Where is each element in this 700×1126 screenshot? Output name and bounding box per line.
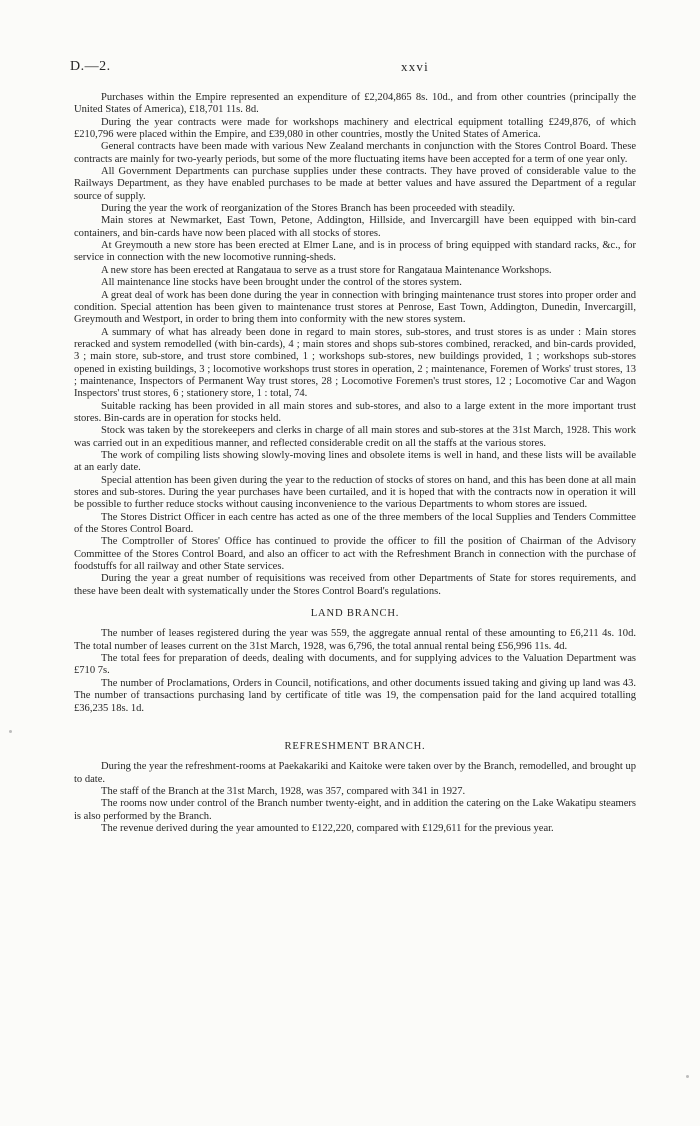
paragraph: General contracts have been made with various New Zealand merchants in conjunction with the Stores Control Board. These contracts are mainly for two-yearly periods, but some of the more fluctuating items have been accepted for a term of one year only. (74, 141, 636, 165)
paragraph: During the year contracts were made for workshops machinery and electrical equipment totalling £249,876, of which £210,796 were placed within the Empire, and £39,080 in other countries, mostly the United States of America. (74, 116, 636, 141)
paragraph: A summary of what has already been done in regard to main stores, sub-stores, and trust stores is as under : Main stores reracked and system remodelled (with bin-cards), 4 ; main stores and shops sub-stores combined, reracked, and bin-cards provided, 3 ; main store, sub-store, and trust store combined, 1 ; workshops sub-stores, new buildings provided, 1 ; workshops sub-stores opened in existing buildings, 3 ; locomotive workshops trust stores in operation, 2 ; maintenance, Foremen of Works' trust stores, 13 ; maintenance, Inspectors of Permanent Way trust stores, 28 ; Locomotive Foremen's trust stores, 12 ; Locomotive Car and Wagon Inspectors' trust stores, 6 ; stationery store, 1 : total, 74. (74, 326, 636, 400)
paragraph: Special attention has been given during the year to the reduction of stocks of stores on hand, and this has been done at all main stores and sub-stores. During the year purchases have been curtailed, and it is hoped that with the contracts now in operation it will be possible to further reduce stocks without causing inconvenience to the various Departments to whom stores are issued. (74, 474, 636, 511)
paragraph: The total fees for preparation of deeds, dealing with documents, and for supplying advices to the Valuation Department was £710 7s. (74, 653, 636, 677)
paragraph: The revenue derived during the year amounted to £122,220, compared with £129,611 for the previous year. (101, 822, 554, 834)
paragraph: The number of Proclamations, Orders in Council, notifications, and other documents issued taking and giving up land was 43. The number of transactions purchasing land by certificate of title was 19, the compensation paid for the land acquired totalling £36,235 18s. 1d. (74, 677, 636, 714)
paragraph: The Stores District Officer in each centre has acted as one of the three members of the local Supplies and Tenders Committee of the Stores Control Board. (74, 511, 636, 536)
paragraph: The number of leases registered during the year was 559, the aggregate annual rental of these amounting to £6,211 4s. 10d. The total number of leases current on the 31st March, 1928, was 6,796, the total annual rental being £56,996 11s. 4d. (74, 628, 636, 652)
paragraph: During the year a great number of requisitions was received from other Departments of State for stores requirements, and these have been dealt with systematically under the Stores Control Board's regulations. (74, 573, 636, 597)
paragraph: Purchases within the Empire represented an expenditure of £2,204,865 8s. 10d., and from other countries (principally the United States of America), £18,701 11s. 8d. (74, 92, 636, 116)
document-body (74, 92, 636, 835)
paragraph: During the year the refreshment-rooms at Paekakariki and Kaitoke were taken over by the Branch, remodelled, and brought up to date. (74, 761, 636, 785)
paragraph: The rooms now under control of the Branch number twenty-eight, and in addition the catering on the Lake Wakatipu steamers is also performed by the Branch. (74, 798, 636, 822)
paragraph: All Government Departments can purchase supplies under these contracts. They have proved of considerable value to the Railways Department, as they have enabled purchases to be made at better values and have assured the Department of a regular source of supply. (74, 166, 636, 202)
paragraph: The staff of the Branch at the 31st March, 1928, was 357, compared with 341 in 1927. (101, 785, 466, 797)
section-heading: LAND BRANCH. (310, 608, 400, 620)
paragraph: Main stores at Newmarket, East Town, Petone, Addington, Hillside, and Invercargill have been equipped with bin-card containers, and bin-cards have now been placed with all stocks of stores. (74, 215, 636, 239)
stores-section (74, 92, 636, 598)
paragraph: A great deal of work has been done during the year in connection with bringing maintenance trust stores into proper order and condition. Special attention has been given to maintenance trust stores at Penrose, East Town, Addington, Dunedin, Invercargill, Greymouth and Westport, in order to bring them into conformity with the new stores system. (74, 289, 636, 326)
land-branch-section (74, 608, 636, 715)
paragraph: A new store has been erected at Rangataua to serve as a trust store for Rangataua Maintenance Workshops. (101, 264, 552, 276)
paragraph: The Comptroller of Stores' Office has continued to provide the officer to fill the position of Chairman of the Advisory Committee of the Stores Control Board, and also an officer to act with the Refreshment Branch in connection with the purchase of foodstuffs for all railway and other State services. (74, 536, 636, 573)
page-header (70, 59, 630, 79)
paragraph: During the year the work of reorganization of the Stores Branch has been proceeded with steadily. (101, 203, 515, 215)
document-reference: D.—2. (70, 59, 111, 74)
refreshment-branch-section (74, 741, 636, 835)
paragraph: Stock was taken by the storekeepers and clerks in charge of all main stores and sub-stores at the 31st March, 1928. This work was carried out in an expeditious manner, and reflected considerable credit on all the staffs at the various stores. (74, 425, 636, 449)
paragraph: The work of compiling lists showing slowly-moving lines and obsolete items is well in hand, and these lists will be available at an early date. (74, 449, 636, 474)
page-number: xxvi (401, 59, 429, 74)
margin-speck (686, 1075, 689, 1078)
paragraph: At Greymouth a new store has been erected at Elmer Lane, and is in process of bring equipped with standard racks, &c., for service in connection with the new locomotive running-sheds. (74, 240, 636, 264)
margin-speck (9, 730, 12, 733)
paragraph: All maintenance line stocks have been brought under the control of the stores system. (101, 277, 462, 289)
section-heading: REFRESHMENT BRANCH. (284, 740, 426, 752)
paragraph: Suitable racking has been provided in all main stores and sub-stores, and also to a large extent in the more important trust stores. Bin-cards are in operation for stocks held. (74, 400, 636, 424)
